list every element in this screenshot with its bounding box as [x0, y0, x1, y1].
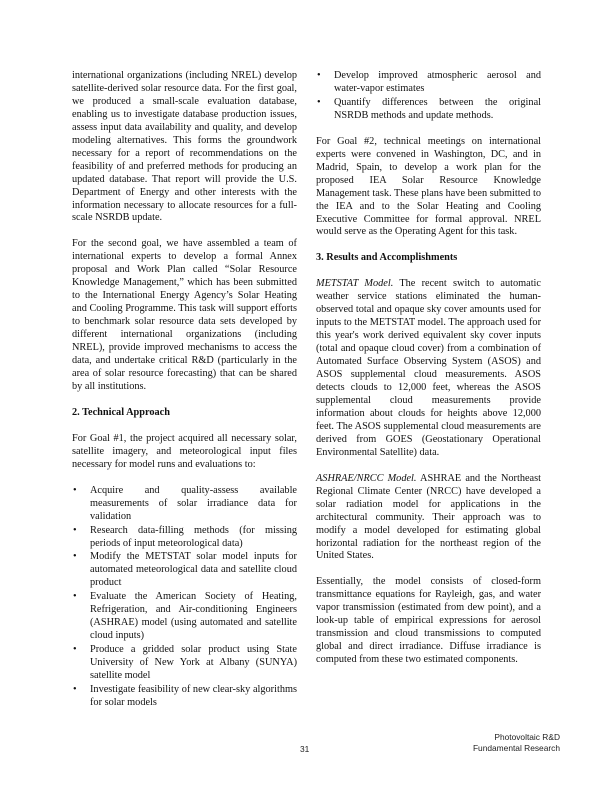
paragraph-body: ASHRAE and the Northeast Regional Climate Center (NRCC) have developed a solar radiation model for applications in the architectural community. Their approach was to modify a model developed for estimating global horizontal radiation for the northeast region of the United States. [316, 472, 541, 562]
list-item-text: Research data-filling methods (for missing periods of input meteorological data) [90, 524, 297, 549]
paragraph: international organizations (including NREL) develop satellite-derived solar resource data. For the first goal, we produced a small-scale evaluation database, enabling us to investigate database production issues, assess input data availability and quality, and develop modeling alternatives. This forms the groundwork necessary for a report of recommendations on the feasibility of and preferred methods for producing an updated database. That report will provide the U.S. Department of Energy and other interests with the information necessary to allocate resources for a full-scale NSRDB update. [72, 70, 297, 224]
bullet-icon: • [73, 591, 77, 603]
paragraph: For Goal #2, technical meetings on international experts were convened in Washington, DC, and in Madrid, Spain, to develop a work plan for the proposed IEA Solar Resource Knowledge Management task. These plans have been submitted to the IEA and to the Solar Heating and Cooling Executive Committee for formal approval. NREL would serve as the Operating Agent for this task. [316, 135, 541, 238]
section-heading: 3. Results and Accomplishments [316, 252, 458, 264]
paragraph [316, 278, 541, 459]
right-column [316, 70, 541, 680]
list-item-text: Develop improved atmospheric aerosol and water-vapor estimates [334, 70, 541, 94]
paragraph: Essentially, the model consists of closed-form transmittance equations for Rayleigh, gas, and water vapor transmission (estimated from dew point), and a look-up table of empirical expressions for aerosol transmission and cloud transmissions to computed global and direct irradiance. Diffuse irradiance is computed from these two estimated components. [316, 576, 541, 666]
footer-line: Photovoltaic R&D [494, 732, 560, 742]
list-item [72, 525, 297, 551]
bullet-list [72, 485, 297, 710]
list-item [72, 591, 297, 643]
list-item [72, 644, 297, 683]
section-heading: 2. Technical Approach [72, 406, 170, 418]
bullet-icon: • [73, 551, 77, 563]
bullet-list [316, 70, 541, 123]
list-item [72, 551, 297, 590]
list-item [72, 684, 297, 710]
page-number: 31 [300, 744, 310, 754]
list-item-text: Evaluate the American Society of Heating, Refrigeration, and Air-conditioning Engineers (ASHRAE) model (using automated and satellite cloud inputs) [90, 591, 297, 642]
subsection-lead: ASHRAE/NRCC Model. [316, 472, 417, 484]
bullet-icon: • [73, 484, 77, 496]
bullet-icon: • [317, 96, 321, 108]
footer-line: Fundamental Research [472, 742, 560, 753]
paragraph: For the second goal, we have assembled a team of international experts to develop a formal Annex proposal and Work Plan called “Solar Resource Knowledge Management,” which has been submitted to the International Energy Agency’s Solar Heating and Cooling Programme. This task will support efforts to benchmark solar resource data sets developed by different international organizations (including NREL), provide improved mechanisms to access the data, and undertake critical R&D (particularly in the area of solar resource forecasting) that can be shared by all institutions. [72, 238, 297, 392]
paragraph-body: The recent switch to automatic weather service stations eliminated the human-observed total and opaque sky cover amounts used for inputs to the METSTAT model. The approach used for this year's work derived equivalent sky cover inputs (total and opaque cloud cover) from a combination of Automated Surface Observing System (ASOS) and ASOS supplemental cloud measurements. ASOS detects clouds to 12,000 feet, whereas the ASOS supplemental cloud measurements provide information about clouds for heights above 12,000 feet. The ASOS supplemental cloud measurements are derived from GOES (Geostationary Operational Environmental Satellite) data. [316, 278, 541, 458]
paragraph [316, 473, 541, 564]
running-footer [473, 732, 560, 753]
list-item [72, 485, 297, 524]
list-item-text: Modify the METSTAT solar model inputs for automated meteorological data and satellite cloud product [90, 551, 297, 589]
list-item-text: Quantify differences between the original NSRDB methods and update methods. [334, 96, 541, 121]
list-item-text: Investigate feasibility of new clear-sky algorithms for solar models [90, 683, 297, 708]
list-item [316, 70, 541, 96]
bullet-icon: • [73, 524, 77, 536]
subsection-lead: METSTAT Model. [316, 278, 394, 290]
bullet-icon: • [317, 70, 321, 81]
list-item [316, 97, 541, 123]
paragraph: For Goal #1, the project acquired all necessary solar, satellite imagery, and meteorological input files necessary for model runs and evaluations to: [72, 432, 297, 470]
bullet-icon: • [73, 644, 77, 656]
bullet-icon: • [73, 683, 77, 695]
left-column [72, 70, 297, 723]
list-item-text: Acquire and quality-assess available measurements of solar irradiance data for validation [90, 484, 297, 522]
list-item-text: Produce a gridded solar product using State University of New York at Albany (SUNYA) satellite model [90, 644, 297, 682]
